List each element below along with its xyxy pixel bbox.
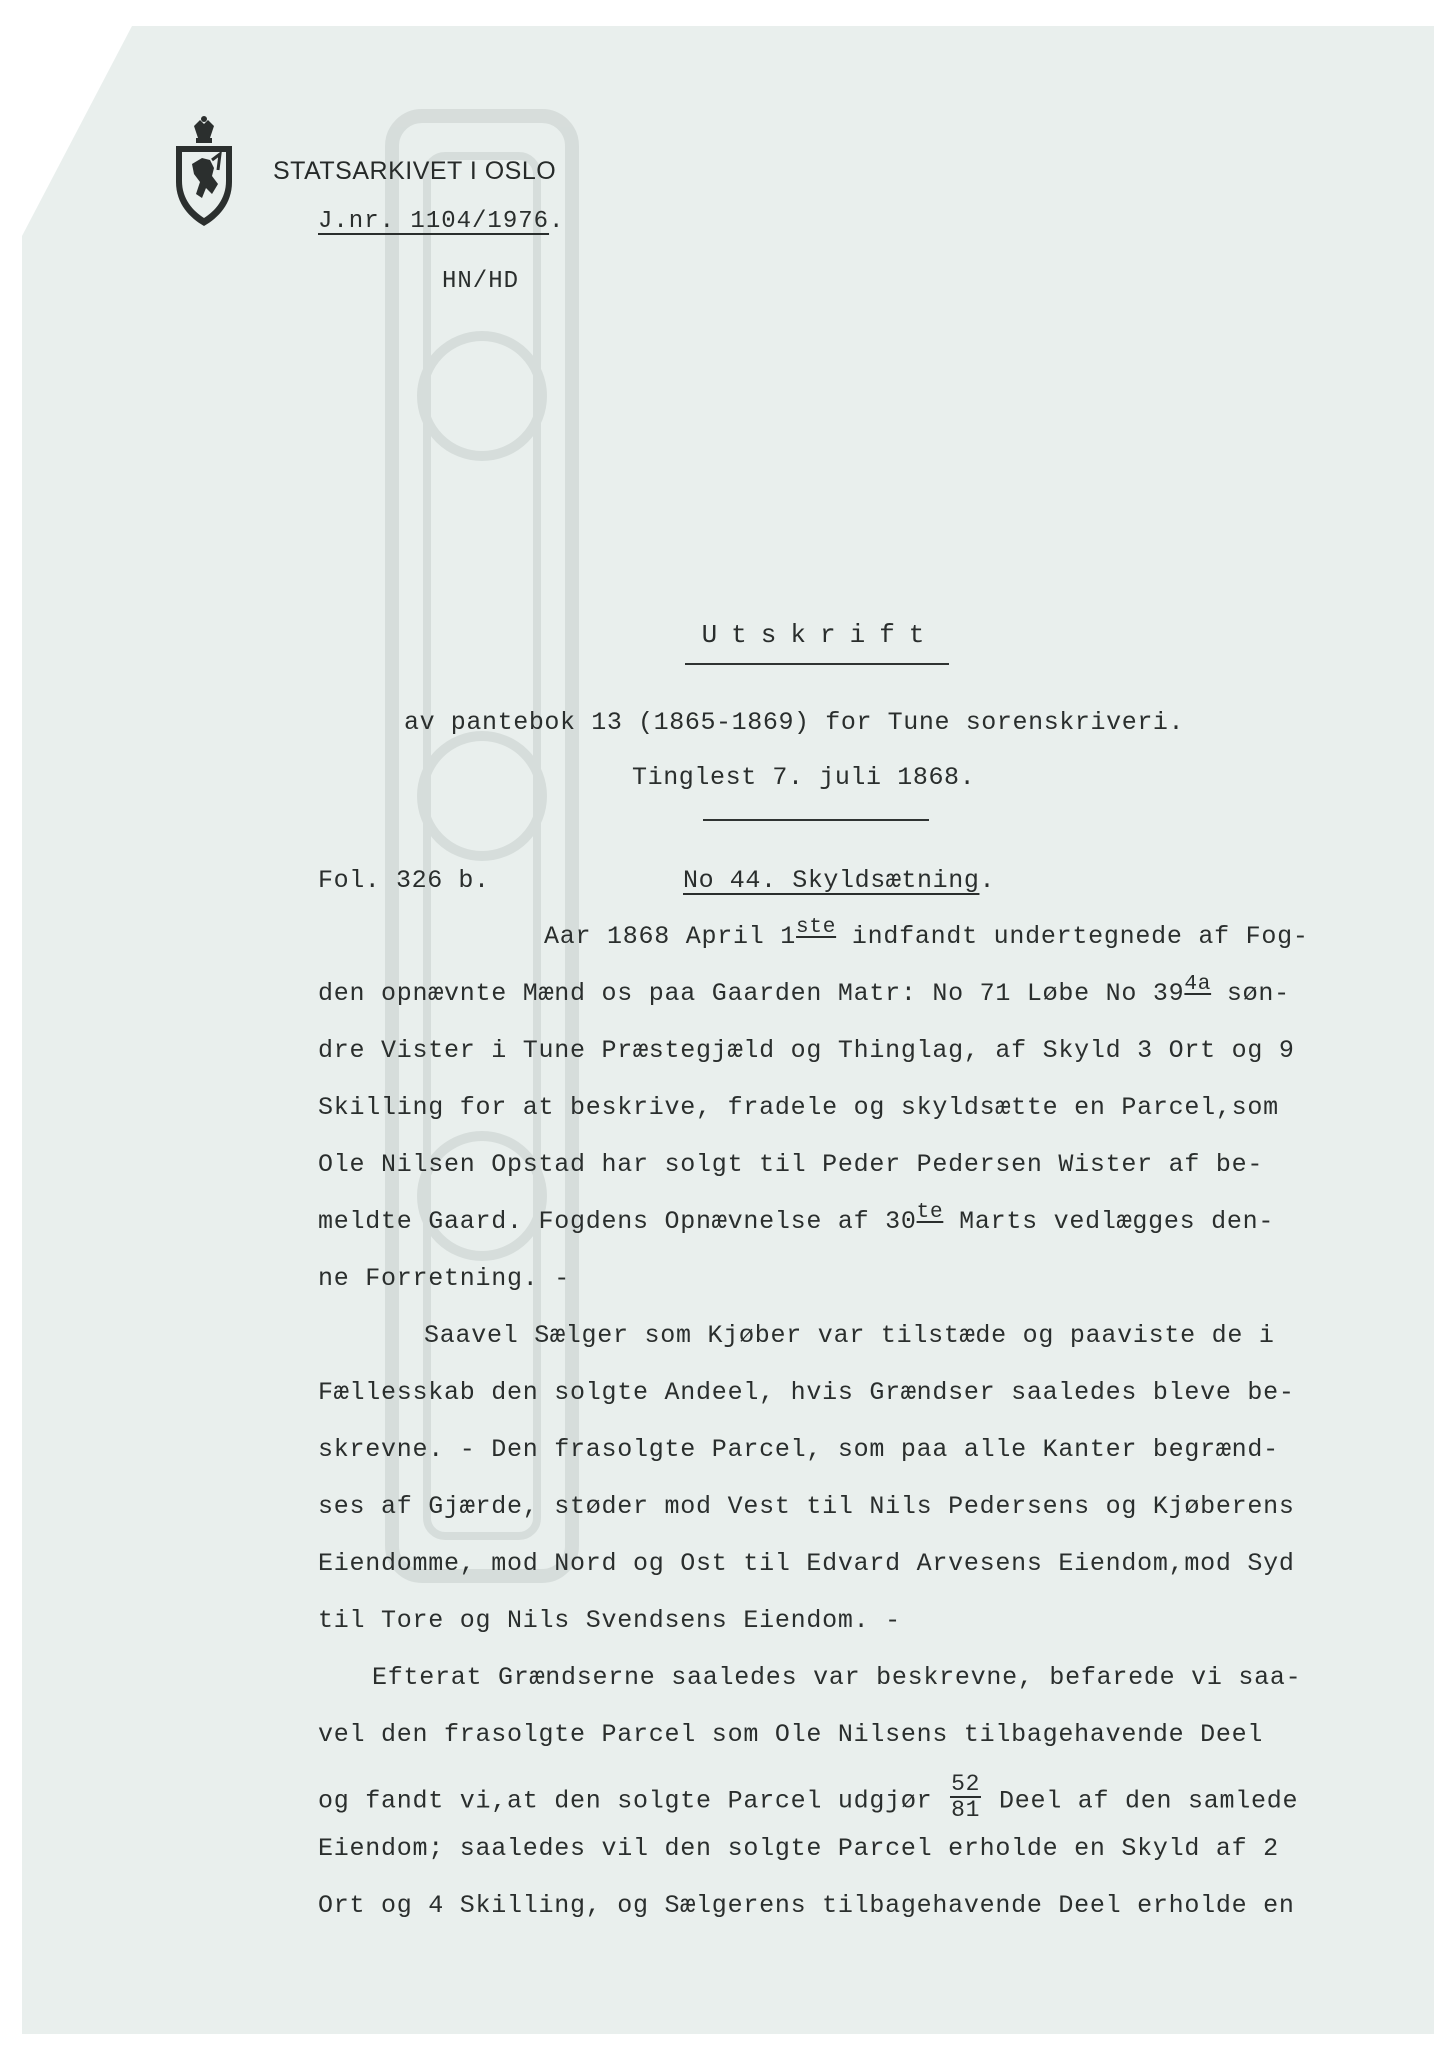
body-line: Eiendomme, mod Nord og Ost til Edvard Arvesens Eiendom,mod Syd [318,1549,1295,1578]
body-text: Aar 1868 April 1 [544,922,797,951]
body-text: den opnævnte Mænd os paa Gaarden Matr: No 71 Løbe No 39 [318,979,1185,1008]
entry-heading-text: No 44. Skyldsætning [683,866,980,895]
ordinal-superscript: te [916,1201,944,1224]
body-text: meldte Gaard. Fogdens Opnævnelse af 30 [318,1207,917,1236]
lot-superscript: 4a [1184,973,1212,996]
journal-number [318,208,564,235]
body-text: Deel af den samlede [983,1786,1299,1816]
body-line [318,1201,1275,1236]
entry-heading-trailing: . [979,866,996,895]
body-line: Efterat Grændserne saaledes var beskrevne, befarede vi saa- [372,1663,1302,1692]
section-divider [703,819,929,821]
initials: HN/HD [442,268,520,295]
body-text: indfandt undertegnede af Fog- [836,922,1309,951]
body-line [318,1771,1299,1825]
body-line: Ort og 4 Skilling, og Sælgerens tilbagehavende Deel erholde en [318,1891,1295,1920]
journal-number-trailing: . [549,208,565,235]
norwegian-coat-of-arms-icon [172,116,236,228]
body-line: vel den frasolgte Parcel som Ole Nilsens tilbagehavende Deel [318,1720,1264,1749]
folio-reference: Fol. 326 b. [318,866,490,895]
body-text: Marts vedlægges den- [943,1207,1275,1236]
title-underline [685,663,949,665]
body-line: til Tore og Nils Svendsens Eiendom. - [318,1606,901,1635]
ordinal-superscript: ste [796,916,837,939]
fraction-numerator: 52 [951,1771,981,1797]
body-text: søn- [1211,979,1290,1008]
body-line: Skilling for at beskrive, fradele og skyldsætte en Parcel,som [318,1093,1279,1122]
institution-name: STATSARKIVET I OSLO [273,157,557,185]
body-line: skrevne. - Den frasolgte Parcel, som paa alle Kanter begrænd- [318,1435,1279,1464]
fraction [950,1773,981,1821]
body-line: Ole Nilsen Opstad har solgt til Peder Pedersen Wister af be- [318,1150,1264,1179]
registration-date: Tinglest 7. juli 1868. [632,763,976,792]
document-subtitle: av pantebok 13 (1865-1869) for Tune sorenskriveri. [404,708,1185,737]
body-line: ne Forretning. - [318,1264,571,1293]
stamp-watermark [372,96,592,1596]
body-line [318,973,1290,1008]
body-line: Saavel Sælger som Kjøber var tilstæde og paaviste de i [424,1321,1275,1350]
journal-number-value: J.nr. 1104/1976 [318,208,550,235]
entry-heading [683,866,995,895]
document-title: Utskrift [701,620,939,650]
body-line: Eiendom; saaledes vil den solgte Parcel erholde en Skyld af 2 [318,1834,1279,1863]
body-text: og fandt vi,at den solgte Parcel udgjør [318,1786,949,1816]
fraction-denominator: 81 [951,1797,981,1823]
body-line: dre Vister i Tune Præstegjæld og Thinglag, af Skyld 3 Ort og 9 [318,1036,1295,1065]
body-line: ses af Gjærde, støder mod Vest til Nils Pedersens og Kjøberens [318,1492,1295,1521]
body-line: Fællesskab den solgte Andeel, hvis Grændser saaledes bleve be- [318,1378,1295,1407]
body-line [544,916,1309,951]
